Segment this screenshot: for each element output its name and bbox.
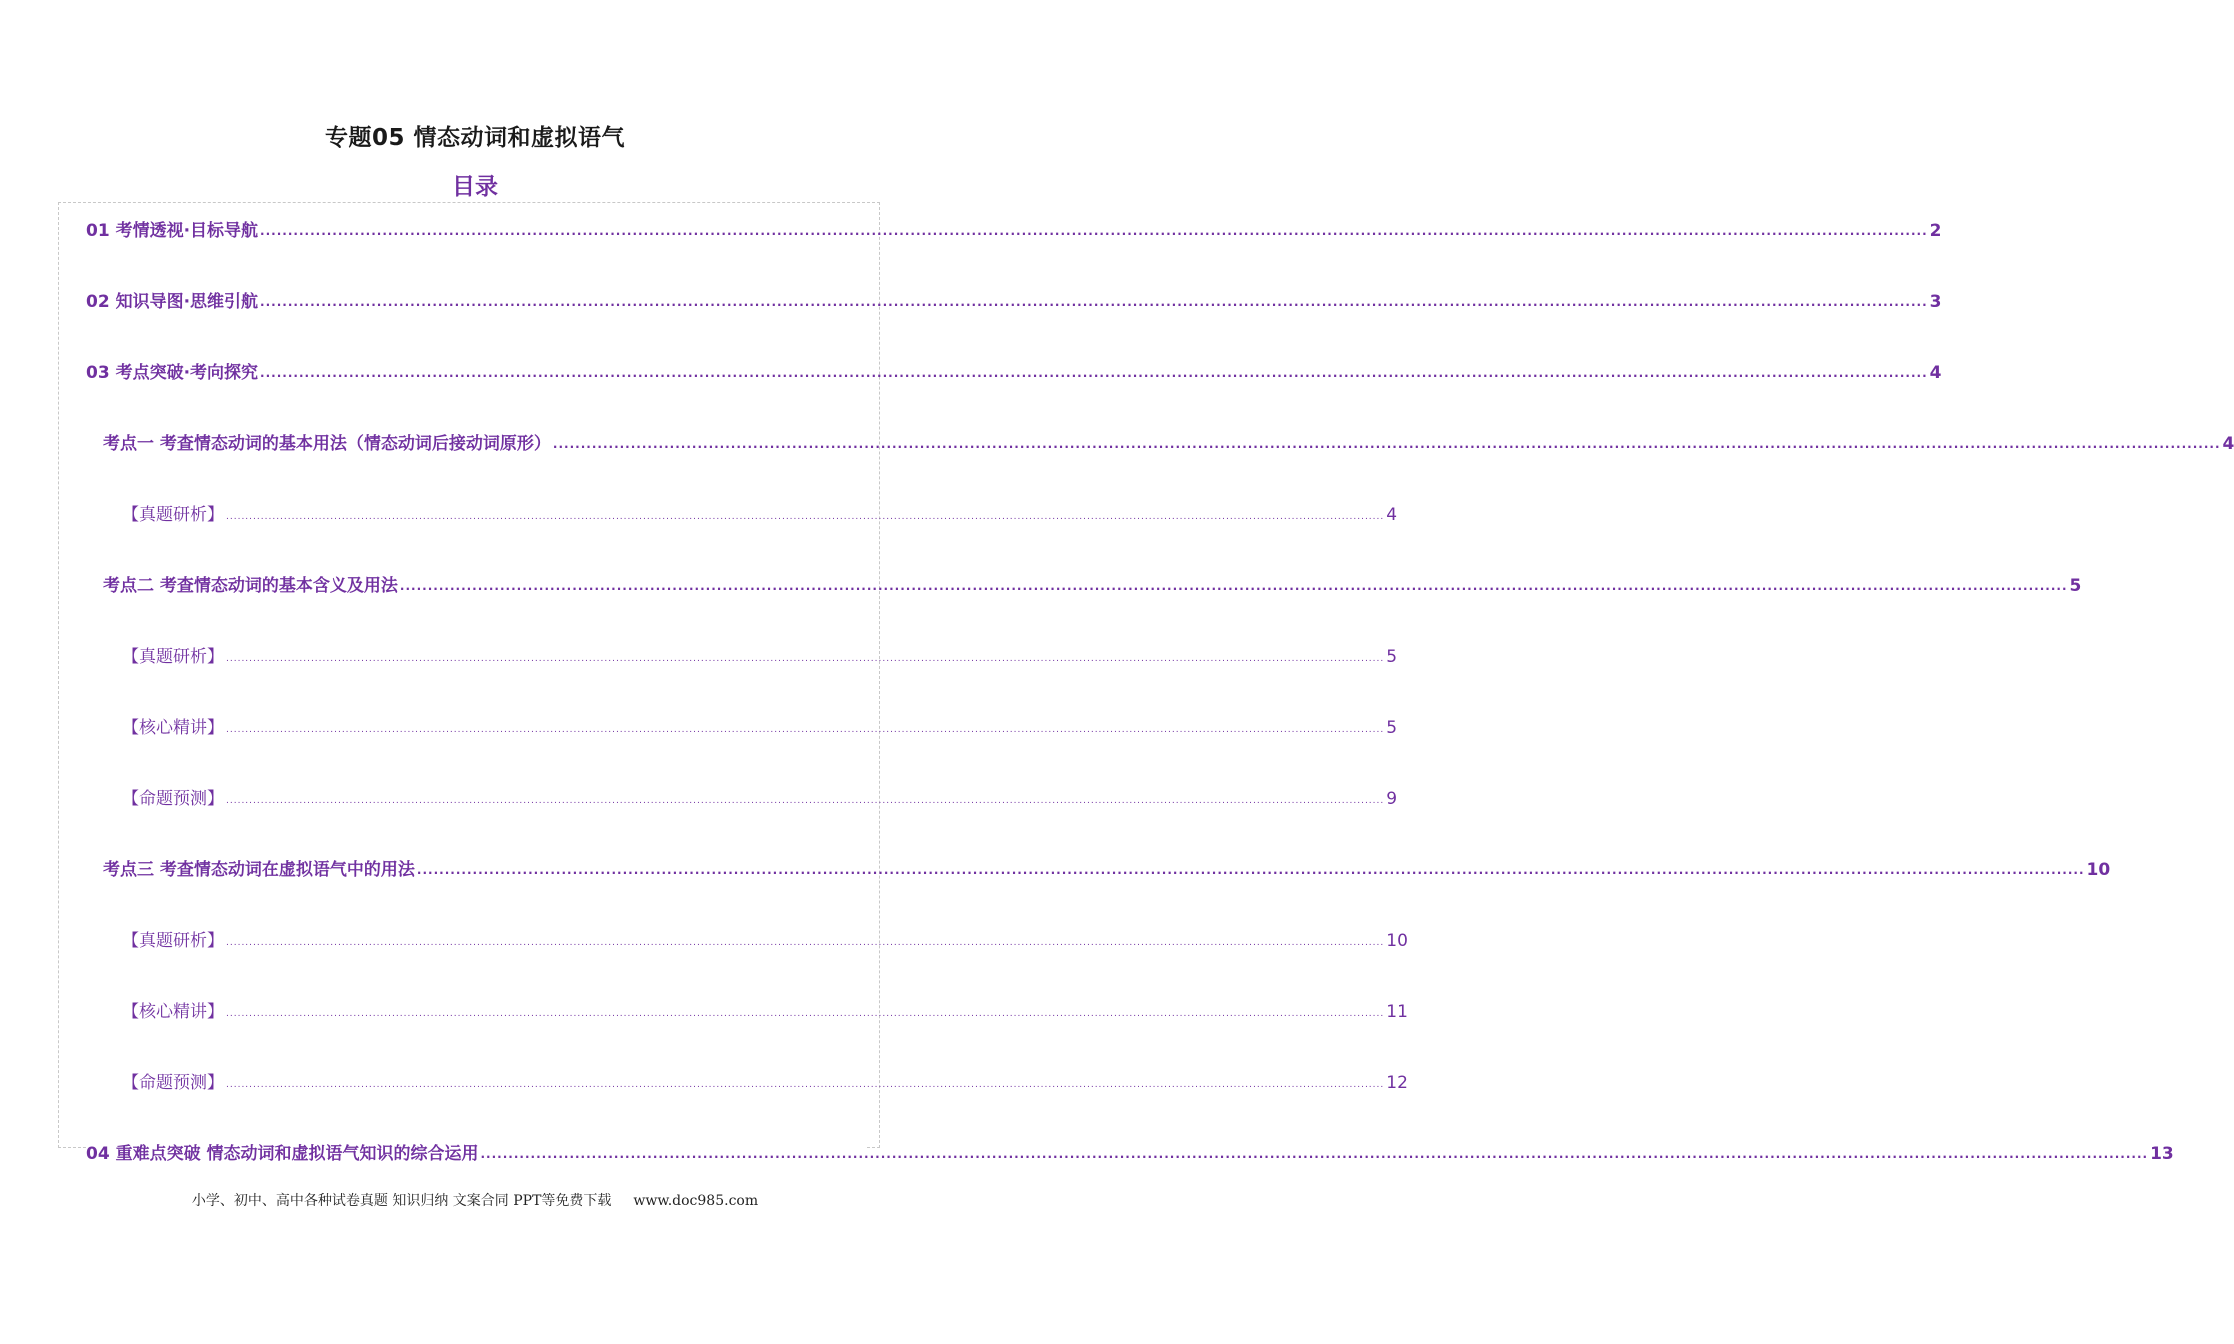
toc-entry-label: 04 重难点突破 情态动词和虚拟语气知识的综合运用 xyxy=(86,1144,479,1164)
toc-dot-leader: ............................................................................................................................................................................................................................................................................................................ xyxy=(260,295,1928,309)
toc-dot-leader: ............................................................................................................................................................................................................................................................................................................ xyxy=(226,1009,1385,1019)
toc-entry-page: 11 xyxy=(1386,1002,1408,1022)
footer-text: 小学、初中、高中各种试卷真题 知识归纳 文案合同 PPT等免费下载 xyxy=(191,1193,612,1209)
toc-heading: 目录 xyxy=(452,174,498,200)
toc-entry-page: 13 xyxy=(2150,1144,2174,1164)
toc-entry-page: 12 xyxy=(1386,1073,1408,1093)
toc-entry-label: 【核心精讲】 xyxy=(122,718,224,738)
toc-entry-page: 10 xyxy=(2086,860,2111,880)
toc-entry-page: 4 xyxy=(1929,363,1942,383)
footer xyxy=(0,1190,950,1210)
toc-dot-leader: ............................................................................................................................................................................................................................................................................................................ xyxy=(226,512,1385,522)
toc-entry-label: 【核心精讲】 xyxy=(122,1002,224,1022)
toc-entry-label: 考点一 考查情态动词的基本用法（情态动词后接动词原形） xyxy=(103,434,551,454)
toc-dot-leader: ............................................................................................................................................................................................................................................................................................................ xyxy=(226,796,1385,806)
toc-dot-leader: ............................................................................................................................................................................................................................................................................................................ xyxy=(226,654,1385,664)
toc-dot-leader: ............................................................................................................................................................................................................................................................................................................ xyxy=(260,366,1928,380)
toc-entry-label: 02 知识导图·思维引航 xyxy=(86,292,259,312)
toc-entry-page: 9 xyxy=(1386,789,1398,809)
toc-entry-page: 4 xyxy=(1386,505,1398,525)
toc-entry[interactable] xyxy=(86,216,1942,241)
toc-dot-leader: ............................................................................................................................................................................................................................................................................................................ xyxy=(399,579,2068,593)
page-title: 专题05 情态动词和虚拟语气 xyxy=(324,125,625,151)
toc-entry[interactable] xyxy=(122,997,1408,1022)
toc-dot-leader: ............................................................................................................................................................................................................................................................................................................ xyxy=(552,437,2221,451)
toc-entry-page: 2 xyxy=(1929,221,1942,241)
toc-dot-leader: ............................................................................................................................................................................................................................................................................................................ xyxy=(416,863,2085,877)
toc-entry[interactable] xyxy=(86,358,1942,383)
toc-entry-label: 考点二 考查情态动词的基本含义及用法 xyxy=(103,576,398,596)
toc-entry[interactable] xyxy=(122,500,1398,525)
toc-entry-label: 【命题预测】 xyxy=(122,1073,224,1093)
toc-entry[interactable] xyxy=(122,642,1398,667)
toc-entry-label: 03 考点突破·考向探究 xyxy=(86,363,259,383)
toc-entry[interactable] xyxy=(122,1068,1408,1093)
toc-dot-leader: ............................................................................................................................................................................................................................................................................................................ xyxy=(226,725,1385,735)
toc-dot-leader: ............................................................................................................................................................................................................................................................................................................ xyxy=(226,1080,1385,1090)
toc-entry-label: 【命题预测】 xyxy=(122,789,224,809)
toc-entry[interactable] xyxy=(86,1139,2174,1164)
toc-dot-leader: ............................................................................................................................................................................................................................................................................................................ xyxy=(480,1147,2149,1161)
toc-entry-label: 【真题研析】 xyxy=(122,931,224,951)
footer-url[interactable]: www.doc985.com xyxy=(633,1193,759,1209)
toc-entry-page: 5 xyxy=(1386,647,1398,667)
toc-dot-leader: ............................................................................................................................................................................................................................................................................................................ xyxy=(260,224,1928,238)
toc-entry-page: 10 xyxy=(1386,931,1408,951)
toc-entry-page: 5 xyxy=(2069,576,2082,596)
toc-entry-page: 4 xyxy=(2222,434,2234,454)
toc-entry-label: 01 考情透视·目标导航 xyxy=(86,221,259,241)
toc-entry[interactable] xyxy=(122,784,1398,809)
toc-entry-page: 5 xyxy=(1386,718,1398,738)
toc-entry-label: 【真题研析】 xyxy=(122,505,224,525)
toc-entry[interactable] xyxy=(103,855,2111,880)
toc-entry[interactable] xyxy=(86,287,1942,312)
toc-entry[interactable] xyxy=(103,571,2082,596)
toc-entry[interactable] xyxy=(122,713,1398,738)
toc-entry-label: 【真题研析】 xyxy=(122,647,224,667)
toc-entry-page: 3 xyxy=(1929,292,1942,312)
toc-entry[interactable] xyxy=(122,926,1408,951)
toc-dot-leader: ............................................................................................................................................................................................................................................................................................................ xyxy=(226,938,1385,948)
toc-entry[interactable] xyxy=(103,429,2234,454)
toc-entry-label: 考点三 考查情态动词在虚拟语气中的用法 xyxy=(103,860,415,880)
